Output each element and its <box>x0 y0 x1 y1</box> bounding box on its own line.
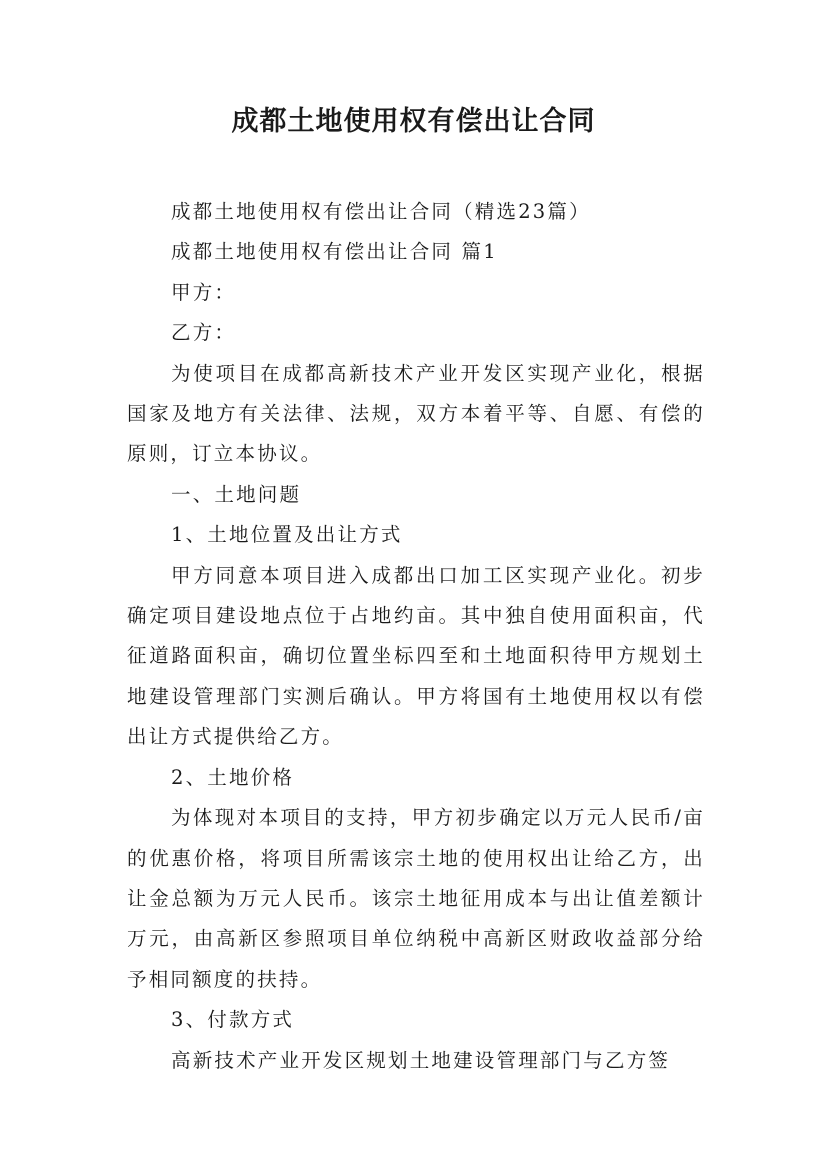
paragraph-contract-title-selection: 成都土地使用权有偿出让合同（精选23篇） <box>171 200 591 223</box>
paragraph-land-price: 为体现对本项目的支持，甲方初步确定以万元人民币/亩的优惠价格，将项目所需该宗土地的使用权出让给乙方，出让金总额为万元人民币。该宗土地征用成本与出让值差额计万元，由高新区参照项目单位纳税中高新区财政收益部分给予相同额度的扶持。 <box>127 806 705 991</box>
document-body <box>127 192 705 1081</box>
paragraph-party-b: 乙方： <box>171 321 237 345</box>
document-title: 成都土地使用权有偿出让合同 <box>231 106 596 137</box>
heading-land-location: 1、土地位置及出让方式 <box>171 523 403 547</box>
heading-land-issues: 一、土地问题 <box>171 482 302 506</box>
heading-payment-method: 3、付款方式 <box>171 1008 295 1032</box>
paragraph-land-location: 甲方同意本项目进入成都出口加工区实现产业化。初步确定项目建设地点位于占地约亩。其中独自使用面积亩，代征道路面积亩，确切位置坐标四至和土地面积待甲方规划土地建设管理部门实测后确认。甲方将国有土地使用权以有偿出让方式提供给乙方。 <box>127 563 705 749</box>
heading-land-price: 2、土地价格 <box>171 765 295 789</box>
paragraph-payment-method: 高新技术产业开发区规划土地建设管理部门与乙方签 <box>171 1048 671 1072</box>
paragraph-party-a: 甲方： <box>171 280 237 304</box>
paragraph-contract-part-1: 成都土地使用权有偿出让合同 篇1 <box>171 240 498 264</box>
paragraph-preamble: 为使项目在成都高新技术产业开发区实现产业化，根据国家及地方有关法律、法规，双方本着平等、自愿、有偿的原则，订立本协议。 <box>127 361 705 466</box>
